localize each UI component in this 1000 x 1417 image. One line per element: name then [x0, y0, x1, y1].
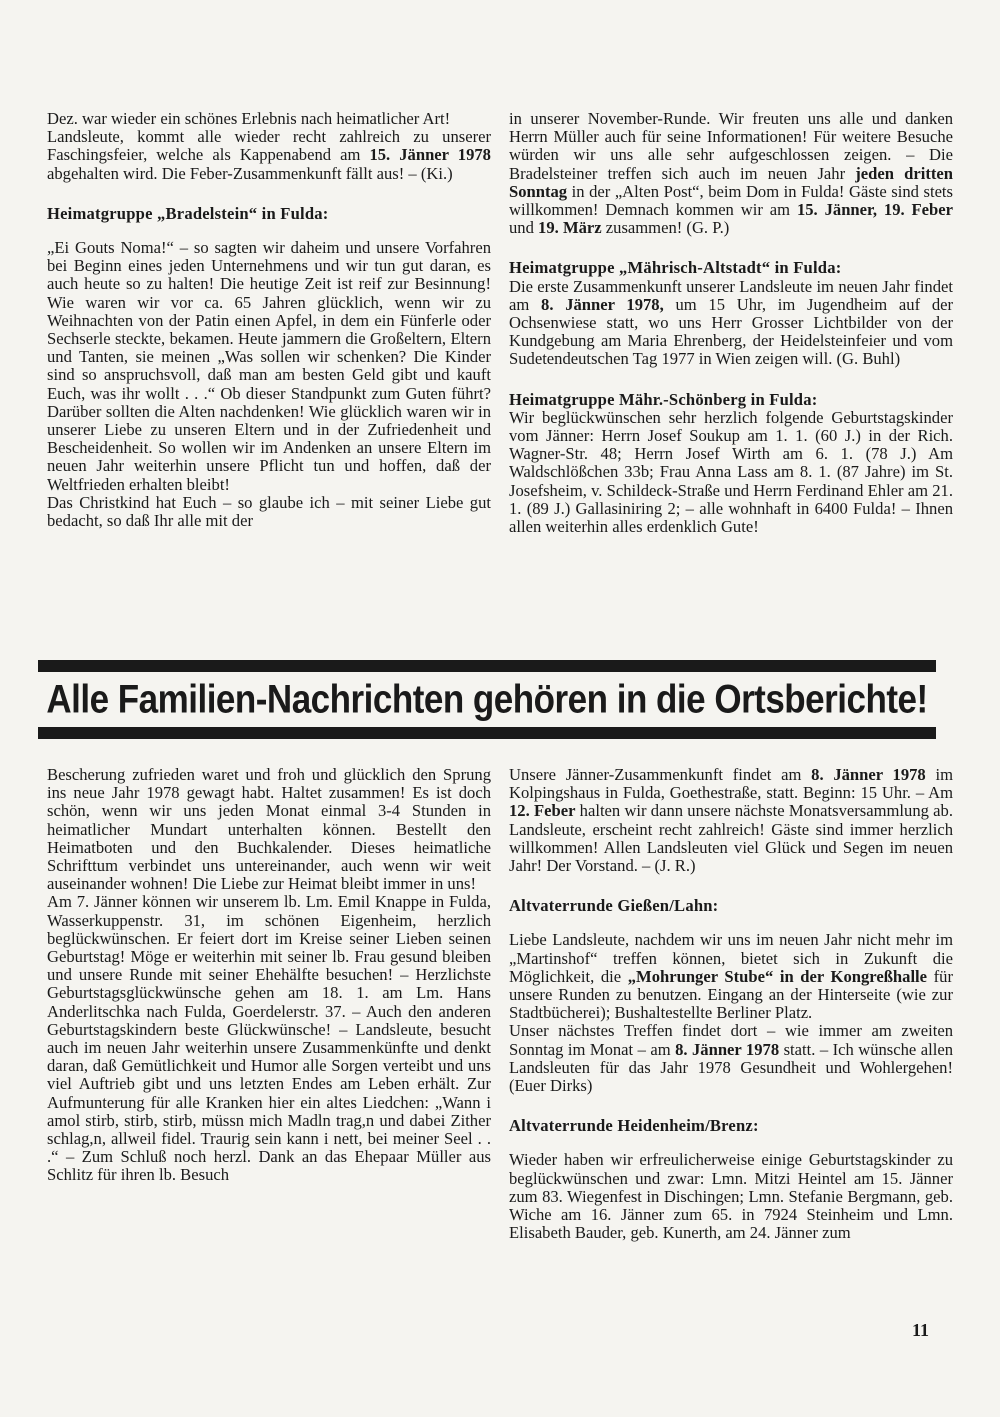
banner-rule-bottom: [38, 727, 936, 739]
section-heading-giessen: Altvaterrunde Gießen/Lahn:: [509, 896, 719, 916]
paragraph: Dez. war wieder ein schönes Erlebnis nach heimatlicher Art!: [47, 109, 451, 128]
paragraph: Liebe Landsleute, nachdem wir uns im neuen Jahr nicht mehr im „Martinshof“ treffen können, bietet sich in Zukunft die Möglichkeit, die „Mohrunger Stube“ in der Kongreßhalle für unsere Runden zu benutzen. Eingang an der Hinterseite (wie zur Stadtbücherei); Bushaltestellte Berliner Platz.: [509, 930, 953, 1023]
paragraph: Wieder haben wir erfreulicherweise einige Geburtstagskinder zu beglückwünschen und zwar: Lmn. Mitzi Heintel am 15. Jänner zum 83. Wiegenfest in Dischingen; Lmn. Stefanie Bergmann, geb. Wiche am 16. Jänner zum 65. in 7924 Steinheim und Lmn. Elisabeth Bauder, geb. Kunerth, am 24. Jänner zum: [509, 1150, 953, 1243]
column-top-right: [509, 110, 953, 536]
column-bottom-left: [47, 766, 491, 1185]
paragraph: Das Christkind hat Euch – so glaube ich – mit seiner Liebe gut bedacht, so daß Ihr alle mit der: [47, 492, 491, 531]
section-heading-maehrisch-altstadt: Heimatgruppe „Mährisch-Altstadt“ in Fulda:: [509, 258, 842, 278]
page-number: 11: [912, 1320, 930, 1340]
paragraph: Unser nächstes Treffen findet dort – wie immer am zweiten Sonntag im Monat – am 8. Jänner 1978 statt. – Ich wünsche allen Landsleuten für das Jahr 1978 Gesundheit und Wohlergehen! (Euer Dirks): [509, 1021, 953, 1096]
banner-headline: Alle Familien-Nachrichten gehören in die Ortsberichte!: [46, 676, 928, 722]
paragraph: Am 7. Jänner können wir unserem lb. Lm. Emil Knappe in Fulda, Wasserkuppenstr. 31, im schönen Eigenheim, herzlich beglückwünschen. Er feiert dort im Kreise seiner Lieben seinen Geburtstag! Möge er weiterhin mit seiner lb. Frau gesund bleiben und unsere Runde mit seiner Ehehälfte besuchen! – Herzlichste Geburtstagsglückwünsche gehen am 18. 1. am Lm. Hans Anderlitschka nach Fulda, Goerdelerstr. 37. – Auch den anderen Geburtstagskindern beste Glückwünsche! – Landsleute, besucht auch im neuen Jahr weiterhin unsere Zusammenkünfte und denkt daran, daß Gemütlichkeit und Humor alle Sorgen verteibt und uns viel Auftrieb gibt und uns letzten Endes am Leben erhält. Zur Aufmunterung für alle Kranken hier ein altes Liedchen: „Wann i amol stirb, stirb, stirb, müssn mich Madln trag,n und dabei Zither schlag,n, allweil fidel. Traurig sein kann i nett, bei meiner Seel . . .“ – Zum Schluß noch herzl. Dank an das Ehepaar Müller aus Schlitz für ihren lb. Besuch: [47, 892, 491, 1185]
paragraph: Landsleute, kommt alle wieder recht zahlreich zu unserer Faschingsfeier, welche als Kappenabend am 15. Jänner 1978 abgehalten wird. Die Feber-Zusammenkunft fällt aus! – (Ki.): [47, 127, 491, 183]
paragraph: „Ei Gouts Noma!“ – so sagten wir daheim und unsere Vorfahren bei Beginn eines jeden Unternehmens und wir tun gut daran, es auch heute so zu halten! Die heutige Zeit ist reif zur Besinnung! Wie waren wir vor ca. 65 Jahren glücklich, wenn wir zu Weihnachten von der Patin einen Apfel, in dem ein Fünferle oder Sechserle steckte, bekamen. Heute jammern die Großeltern, Eltern und Tanten, sie meinen „Was sollen wir schenken? Die Kinder sind so anspruchsvoll, daß man am besten Geld gibt und kauft Euch, was ihr wollt . . .“ Ob dieser Standpunkt zum Guten führt? Darüber sollten die Alten nachdenken! Wie glücklich waren wir in unserer Liebe zu unseren Eltern und in der Zufriedenheit und Bescheidenheit. So wollen wir im Andenken an unsere Eltern im neuen Jahr weiterhin unsere Pflicht tun und hoffen, daß der Weltfrieden erhalten bleibt!: [47, 238, 491, 494]
paragraph: in unserer November-Runde. Wir freuten uns alle und danken Herrn Müller auch für seine Informationen! Für weitere Besuche würden wir uns alle sehr aufgeschlossen zeigen. – Die Bradelsteiner treffen sich auch im neuen Jahr jeden dritten Sonntag in der „Alten Post“, beim Dom in Fulda! Gäste sind stets willkommen! Demnach kommen wir am 15. Jänner, 19. Feber und 19. März zusammen! (G. P.): [509, 109, 953, 238]
column-top-left: [47, 110, 491, 530]
paragraph: Bescherung zufrieden waret und froh und glücklich den Sprung ins neue Jahr 1978 gewagt habt. Haltet zusammen! Es ist doch schön, wenn wir uns jeden Monat einmal 3-4 Stunden in heimatlicher Mundart unterhalten können. Bestellt den Heimatboten und den Buchkalender. Dieses heimatliche Schrifttum verbindet uns untereinander, auch wenn wir weit auseinander wohnen! Die Liebe zur Heimat bleibt immer in uns!: [47, 765, 491, 894]
paragraph: Unsere Jänner-Zusammenkunft findet am 8. Jänner 1978 im Kolpingshaus in Fulda, Goethestraße, statt. Beginn: 15 Uhr. – Am 12. Feber halten wir dann unsere nächste Monatsversammlung ab. Landsleute, erscheint recht zahlreich! Gäste sind immer herzlich willkommen! Allen Landsleuten viel Glück und Segen im neuen Jahr! Der Vorstand. – (J. R.): [509, 765, 953, 876]
section-heading-heidenheim: Altvaterrunde Heidenheim/Brenz:: [509, 1116, 759, 1136]
section-heading-maehr-schoenberg: Heimatgruppe Mähr.-Schönberg in Fulda:: [509, 389, 818, 409]
paragraph: Die erste Zusammenkunft unserer Landsleute im neuen Jahr findet am 8. Jänner 1978, um 15 Uhr, im Jugendheim auf der Ochsenwiese statt, wo uns Herr Grosser Lichtbilder von der Kundgebung am Maria Ehrenberg, der Heidelsteinfeier und vom Sudetendeutschen Tag 1977 in Wien zeigen will. (G. Buhl): [509, 276, 954, 369]
paragraph: Wir beglückwünschen sehr herzlich folgende Geburtstagskinder vom Jänner: Herrn Josef Soukup am 1. 1. (60 J.) in der Rich. Wagner-Str. 48; Herrn Josef Wirth am 6. 1. (78 J.) Am Waldschlößchen 33b; Frau Anna Lass am 8. 1. (87 Jahre) im St. Josefsheim, v. Schildeck-Straße und Herrn Ferdinand Ehler am 21. 1. (89 J.) Gallasiniring 2; – alle wohnhaft in 6400 Fulda! – Ihnen allen weiterhin alles erdenklich Gute!: [509, 407, 953, 537]
column-bottom-right: [509, 766, 953, 1242]
section-heading-bradelstein: Heimatgruppe „Bradelstein“ in Fulda:: [47, 203, 329, 223]
